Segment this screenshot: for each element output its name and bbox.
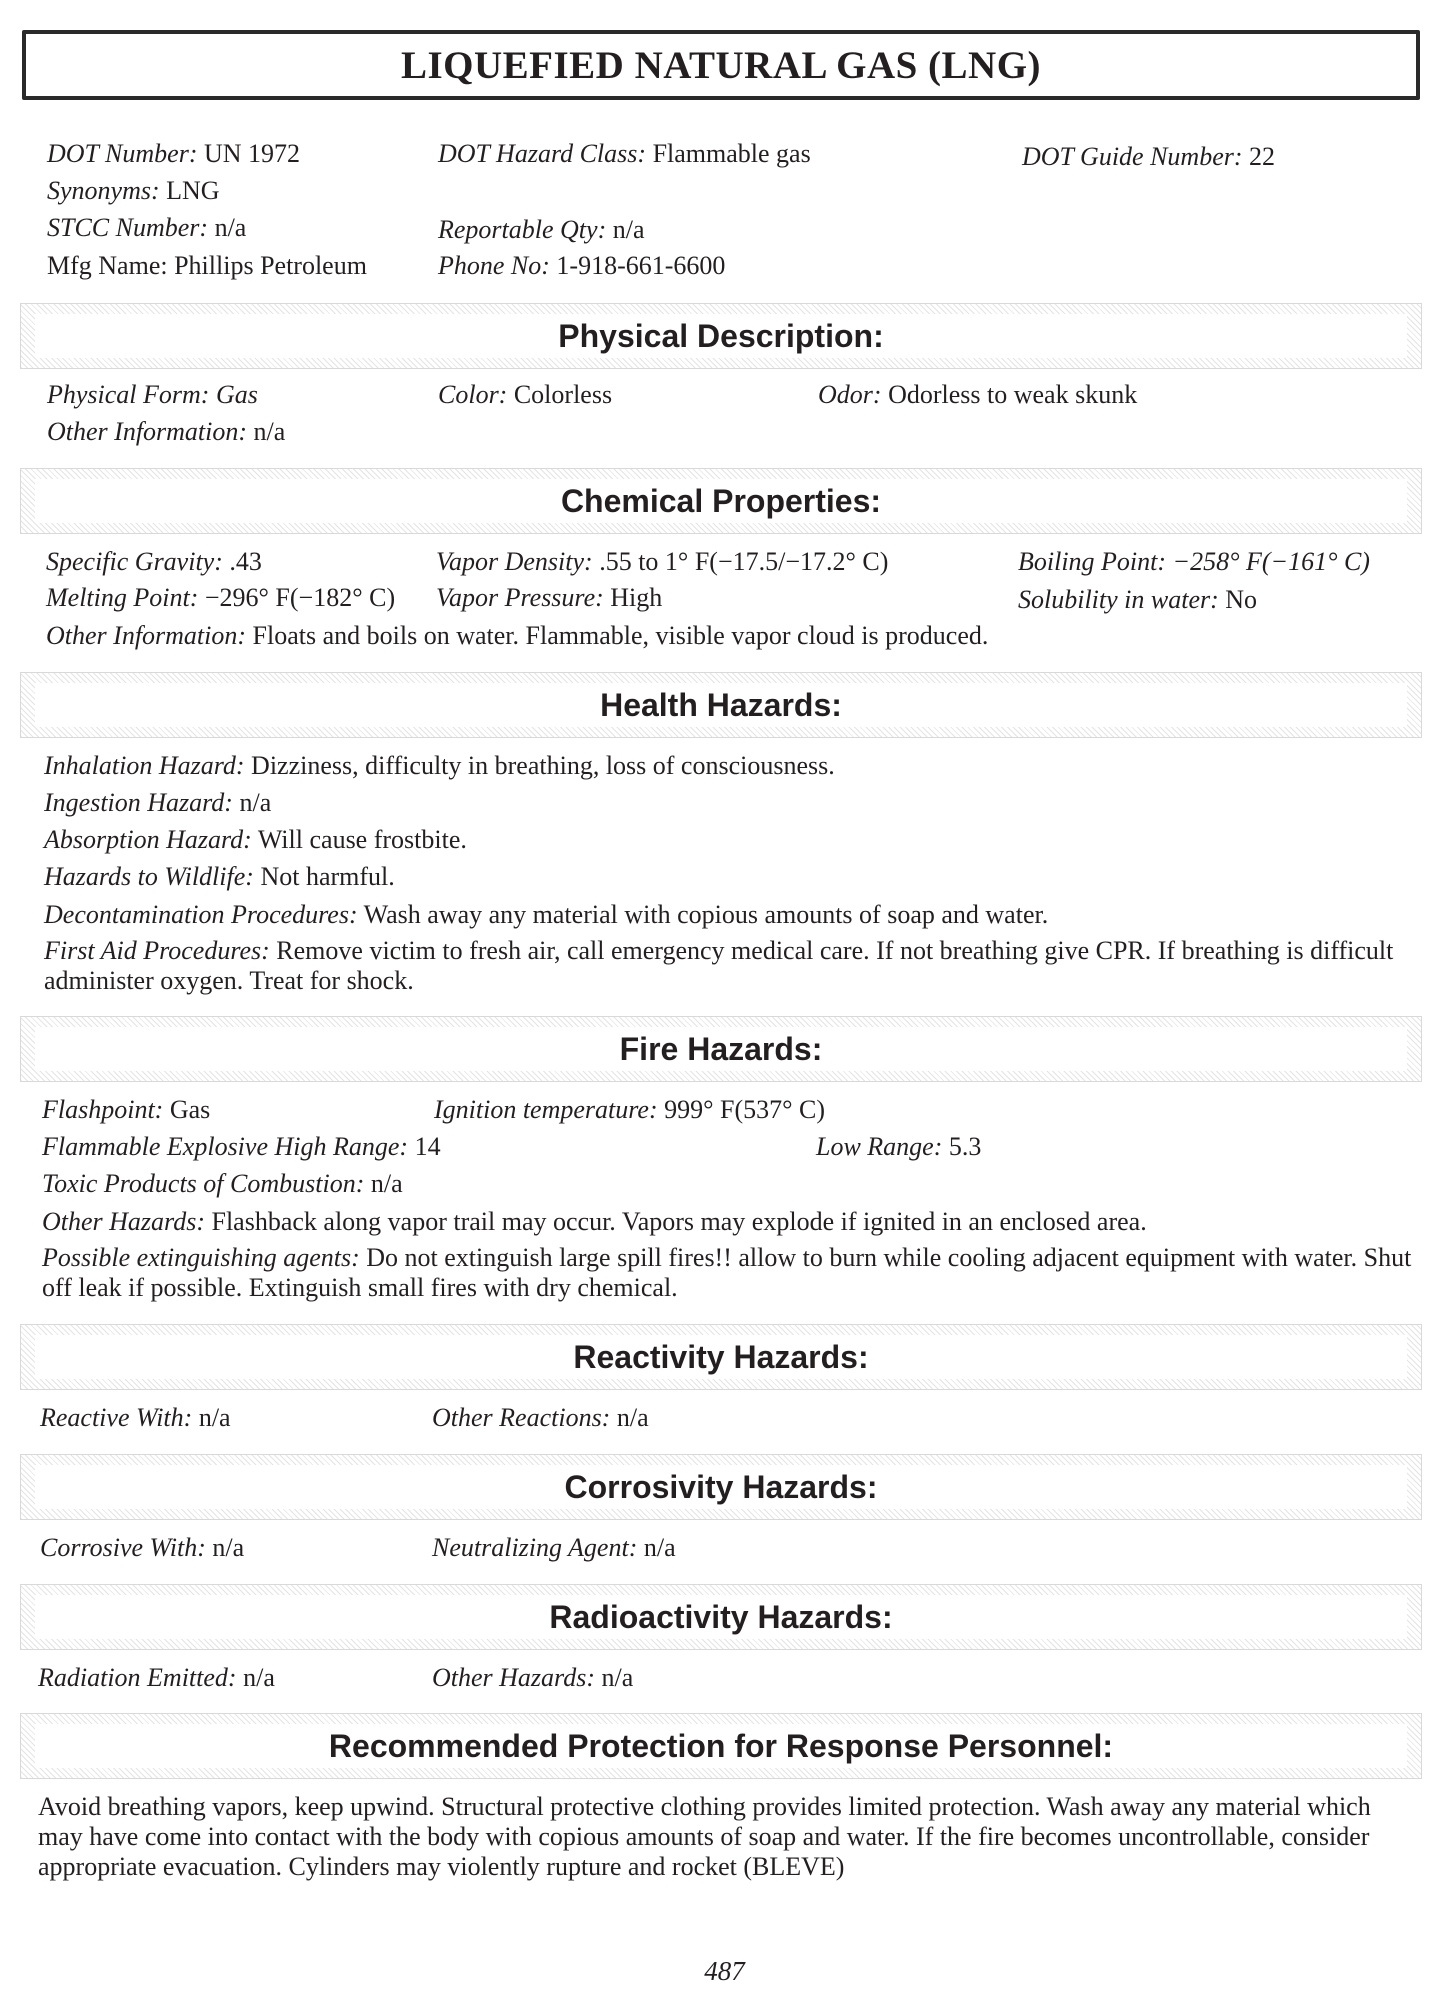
phone-label: Phone No: <box>438 251 550 280</box>
extinguishing-label: Possible extinguishing agents: <box>42 1243 360 1272</box>
ignition-label: Ignition temperature: <box>434 1095 658 1124</box>
physical-description-band <box>20 303 1422 369</box>
protection-paragraph <box>38 1792 1388 1882</box>
low-range-value: 5.3 <box>948 1132 982 1161</box>
inhalation-value: Dizziness, difficulty in breathing, loss of consciousness. <box>251 751 835 780</box>
dot-guide-label: DOT Guide Number: <box>1022 142 1243 171</box>
inhalation-row <box>44 750 835 782</box>
high-range-value: 14 <box>414 1132 441 1161</box>
absorption-row <box>44 824 467 856</box>
dot-hazard-class-row <box>438 138 811 170</box>
reportable-qty-value: n/a <box>612 215 645 244</box>
first-aid-value: Remove victim to fresh air, call emergency medical care. If not breathing give CPR. If breathing is difficult administer oxygen. Treat for shock. <box>44 936 1394 995</box>
corrosivity-hazards-heading: Corrosivity Hazards: <box>564 1468 878 1505</box>
radiation-emitted-value: n/a <box>243 1663 275 1692</box>
reportable-qty-label: Reportable Qty: <box>438 215 607 244</box>
melting-point-label: Melting Point: <box>46 583 199 612</box>
physical-form-value: Gas <box>215 380 258 409</box>
flashpoint-value: Gas <box>169 1095 211 1124</box>
mfg-label: Mfg Name: <box>47 251 168 280</box>
reactivity-hazards-heading: Reactivity Hazards: <box>573 1338 869 1375</box>
vapor-pressure-value: High <box>610 583 663 612</box>
vapor-pressure-row <box>436 582 662 614</box>
radioactivity-hazards-heading: Radioactivity Hazards: <box>549 1598 893 1635</box>
wildlife-value: Not harmful. <box>260 862 395 891</box>
mfg-value: Phillips Petroleum <box>174 251 367 280</box>
protection-text: Avoid breathing vapors, keep upwind. Structural protective clothing provides limited protection. Wash away any material which may have come into contact with the body with copious amounts of soap and water. If the fire becomes uncontrollable, consider appropriate evacuation. Cylinders may violently rupture and rocket (BLEVE) <box>38 1792 1371 1881</box>
chemical-properties-heading: Chemical Properties: <box>560 482 882 519</box>
reportable-qty-row <box>438 214 645 246</box>
radiation-emitted-row <box>38 1662 275 1694</box>
radioactivity-hazards-band <box>20 1584 1422 1650</box>
stcc-row <box>47 212 246 244</box>
color-label: Color: <box>438 380 508 409</box>
wildlife-label: Hazards to Wildlife: <box>44 862 254 891</box>
reactive-with-value: n/a <box>198 1403 231 1432</box>
reactive-with-row <box>40 1402 231 1434</box>
health-hazards-heading: Health Hazards: <box>600 686 842 723</box>
reactivity-hazards-band <box>20 1324 1422 1390</box>
toxic-products-value: n/a <box>370 1169 403 1198</box>
flashpoint-row <box>42 1094 210 1126</box>
other-reactions-row <box>432 1402 649 1434</box>
flashpoint-label: Flashpoint: <box>42 1095 164 1124</box>
dot-number-row <box>47 138 300 170</box>
dot-guide-row <box>1022 141 1275 173</box>
ignition-value: 999° F(537° C) <box>664 1095 826 1124</box>
fire-other-value: Flashback along vapor trail may occur. Vapors may explode if ignited in an enclosed area. <box>211 1207 1147 1236</box>
vapor-density-value: .55 to 1° F(−17.5/−17.2° C) <box>599 547 889 576</box>
synonyms-value: LNG <box>166 176 220 205</box>
ignition-row <box>434 1094 825 1126</box>
high-range-row <box>42 1131 441 1163</box>
physical-other-label: Other Information: <box>47 417 248 446</box>
mfg-row <box>47 250 367 282</box>
physical-other-value: n/a <box>253 417 286 446</box>
dot-number-value: UN 1972 <box>203 139 301 168</box>
phone-value: 1-918-661-6600 <box>556 251 726 280</box>
extinguishing-paragraph <box>42 1243 1422 1303</box>
chemical-properties-band <box>20 468 1422 534</box>
neutralizing-agent-value: n/a <box>643 1533 676 1562</box>
decontamination-value: Wash away any material with copious amounts of soap and water. <box>363 900 1049 929</box>
color-value: Colorless <box>513 380 613 409</box>
neutralizing-agent-row <box>432 1532 676 1564</box>
dot-hazard-class-value: Flammable gas <box>652 139 811 168</box>
synonyms-row <box>47 175 220 207</box>
ingestion-value: n/a <box>239 788 272 817</box>
odor-row <box>818 379 1137 411</box>
health-hazards-band <box>20 672 1422 738</box>
radioactivity-other-row <box>432 1662 633 1694</box>
fire-hazards-band <box>20 1016 1422 1082</box>
wildlife-row <box>44 861 395 893</box>
fire-other-row <box>42 1206 1147 1238</box>
physical-form-row <box>47 379 258 411</box>
color-row <box>438 379 612 411</box>
stcc-label: STCC Number: <box>47 213 209 242</box>
vapor-density-row <box>436 546 888 578</box>
high-range-label: Flammable Explosive High Range: <box>42 1132 409 1161</box>
low-range-label: Low Range: <box>816 1132 943 1161</box>
fire-other-label: Other Hazards: <box>42 1207 205 1236</box>
vapor-pressure-label: Vapor Pressure: <box>436 583 604 612</box>
melting-point-row <box>46 582 395 614</box>
dot-guide-value: 22 <box>1249 142 1276 171</box>
first-aid-paragraph <box>44 936 1424 996</box>
chemical-other-value: Floats and boils on water. Flammable, visible vapor cloud is produced. <box>252 621 989 650</box>
low-range-row <box>816 1131 981 1163</box>
chemical-other-row <box>46 620 988 652</box>
chemical-other-label: Other Information: <box>46 621 247 650</box>
boiling-point-row <box>1018 546 1370 578</box>
neutralizing-agent-label: Neutralizing Agent: <box>432 1533 638 1562</box>
fire-hazards-heading: Fire Hazards: <box>619 1030 823 1067</box>
solubility-row <box>1018 584 1257 616</box>
solubility-label: Solubility in water: <box>1018 585 1219 614</box>
corrosive-with-value: n/a <box>212 1533 245 1562</box>
decontamination-row <box>44 899 1048 931</box>
radioactivity-other-label: Other Hazards: <box>432 1663 595 1692</box>
radiation-emitted-label: Radiation Emitted: <box>38 1663 237 1692</box>
other-reactions-value: n/a <box>616 1403 649 1432</box>
stcc-value: n/a <box>214 213 247 242</box>
boiling-point-text: Boiling Point: −258° F(−161° C) <box>1018 547 1370 576</box>
ingestion-row <box>44 787 271 819</box>
dot-number-label: DOT Number: <box>47 139 198 168</box>
physical-description-heading: Physical Description: <box>558 317 884 354</box>
odor-value: Odorless to weak skunk <box>888 380 1138 409</box>
specific-gravity-label: Specific Gravity: <box>46 547 223 576</box>
protection-heading: Recommended Protection for Response Personnel: <box>328 1727 1114 1764</box>
extinguishing-value: Do not extinguish large spill fires!! allow to burn while cooling adjacent equipment with water. Shut off leak if possible. Extinguish small fires with dry chemical. <box>42 1243 1412 1302</box>
title-box <box>22 30 1420 100</box>
phone-row <box>438 250 725 282</box>
corrosive-with-row <box>40 1532 244 1564</box>
solubility-value: No <box>1225 585 1258 614</box>
absorption-label: Absorption Hazard: <box>44 825 252 854</box>
ingestion-label: Ingestion Hazard: <box>44 788 233 817</box>
document-title: LIQUEFIED NATURAL GAS (LNG) <box>400 43 1042 87</box>
odor-label: Odor: <box>818 380 882 409</box>
toxic-products-row <box>42 1168 403 1200</box>
first-aid-label: First Aid Procedures: <box>44 936 270 965</box>
decontamination-label: Decontamination Procedures: <box>44 900 358 929</box>
physical-form-label: Physical Form: <box>47 380 210 409</box>
toxic-products-label: Toxic Products of Combustion: <box>42 1169 365 1198</box>
physical-other-row <box>47 416 285 448</box>
corrosive-with-label: Corrosive With: <box>40 1533 206 1562</box>
radioactivity-other-value: n/a <box>601 1663 634 1692</box>
protection-band <box>20 1713 1422 1779</box>
other-reactions-label: Other Reactions: <box>432 1403 611 1432</box>
corrosivity-hazards-band <box>20 1454 1422 1520</box>
absorption-value: Will cause frostbite. <box>257 825 467 854</box>
vapor-density-label: Vapor Density: <box>436 547 593 576</box>
specific-gravity-row <box>46 546 262 578</box>
reactive-with-label: Reactive With: <box>40 1403 193 1432</box>
specific-gravity-value: .43 <box>229 547 262 576</box>
page-number: 487 <box>704 1956 745 1986</box>
dot-hazard-class-label: DOT Hazard Class: <box>438 139 647 168</box>
melting-point-value: −296° F(−182° C) <box>204 583 396 612</box>
synonyms-label: Synonyms: <box>47 176 160 205</box>
inhalation-label: Inhalation Hazard: <box>44 751 245 780</box>
